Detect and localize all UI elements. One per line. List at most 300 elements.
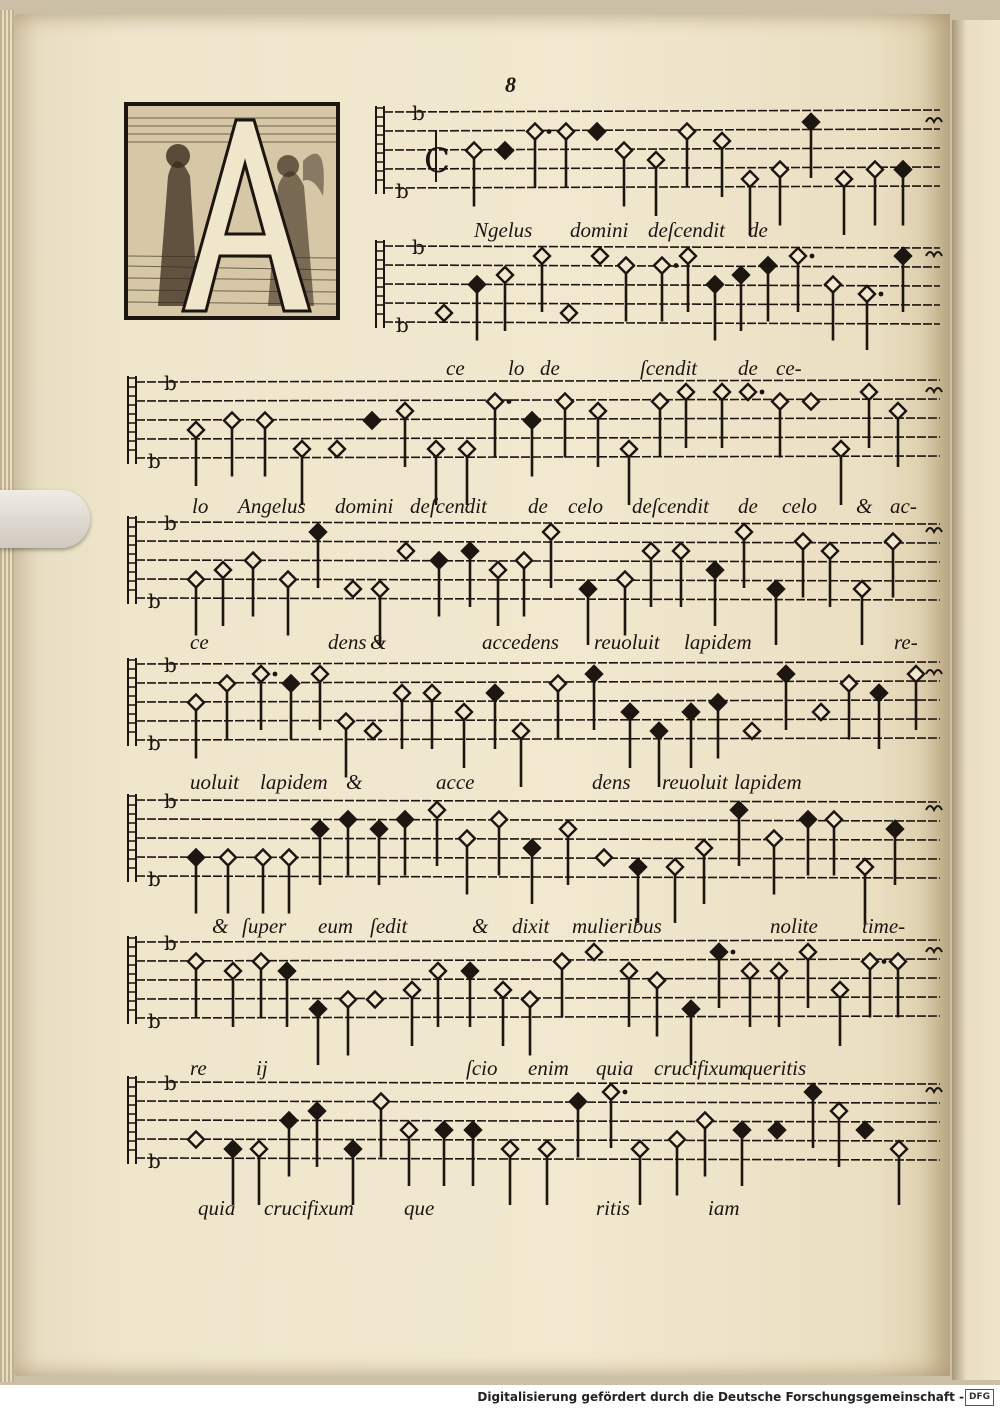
note-head <box>513 723 529 739</box>
note-head <box>431 553 447 569</box>
note-head <box>398 543 414 559</box>
note-head <box>253 666 269 682</box>
note-head <box>800 944 816 960</box>
note-head <box>459 831 475 847</box>
note-head <box>890 954 906 970</box>
note-head <box>225 963 241 979</box>
lyric-word: dixit <box>512 914 550 938</box>
staff-line <box>136 700 940 702</box>
lyric-word: & <box>212 914 229 938</box>
note-head <box>887 821 903 837</box>
note-head <box>603 1084 619 1100</box>
lyric-word: lapidem <box>260 770 328 794</box>
note-head <box>430 963 446 979</box>
note-head <box>401 1122 417 1138</box>
note-head <box>543 524 559 540</box>
note-head <box>497 143 513 159</box>
staff-line <box>136 598 940 600</box>
note-head <box>742 171 758 187</box>
staff-line <box>136 1158 940 1160</box>
note-head <box>795 534 811 550</box>
lyric-word: lapidem <box>734 770 802 794</box>
note-head <box>340 812 356 828</box>
staff-line <box>136 541 940 543</box>
lyric-word: crucifixum <box>264 1196 354 1220</box>
staff-system <box>128 931 942 1065</box>
note-head <box>742 963 758 979</box>
note-head <box>805 1084 821 1100</box>
mensuration-sign: C <box>424 141 451 181</box>
note-head <box>224 413 240 429</box>
note-head <box>679 124 695 140</box>
flat-sign: b <box>148 589 161 613</box>
note-head <box>367 992 383 1008</box>
custos <box>926 1088 942 1092</box>
note-head <box>397 812 413 828</box>
note-head <box>580 581 596 597</box>
note-head <box>487 394 503 410</box>
staff-line <box>136 681 940 683</box>
lyric-word: & <box>472 914 489 938</box>
note-head <box>310 524 326 540</box>
note-head <box>618 258 634 274</box>
note-head <box>857 859 873 875</box>
note-head <box>462 963 478 979</box>
lyric-word: de <box>738 356 758 380</box>
note-head <box>220 850 236 866</box>
footer <box>0 1385 1000 1410</box>
note-head <box>219 676 235 692</box>
staff-line <box>384 186 940 188</box>
note-head <box>697 1113 713 1129</box>
note-head <box>696 840 712 856</box>
note-head <box>456 704 472 720</box>
note-head <box>586 944 602 960</box>
staff-line <box>384 129 940 131</box>
flat-sign: b <box>412 235 425 259</box>
note-head <box>280 572 296 588</box>
staff-line <box>136 1101 940 1103</box>
note-head <box>734 1122 750 1138</box>
note-head <box>589 124 605 140</box>
lyric-word: quia <box>198 1196 236 1220</box>
note-head <box>778 666 794 682</box>
lyric-word: reuoluit <box>594 630 660 654</box>
lyric-word: deſcendit <box>648 218 725 242</box>
note-head <box>310 1001 326 1017</box>
flat-sign: b <box>148 449 161 473</box>
note-head <box>497 267 513 283</box>
note-head <box>908 666 924 682</box>
note-head <box>772 394 788 410</box>
flat-sign: b <box>164 1071 177 1095</box>
note-head <box>680 248 696 264</box>
note-head <box>654 258 670 274</box>
note-head <box>744 723 760 739</box>
lyric-word: crucifixum <box>654 1056 744 1080</box>
note-head <box>554 954 570 970</box>
note-head <box>667 859 683 875</box>
lyric-word: accedens <box>482 630 559 654</box>
lyric-word: time- <box>862 914 906 938</box>
note-head <box>714 133 730 149</box>
staff-system <box>128 511 942 645</box>
lyric-word: ce <box>446 356 465 380</box>
note-head <box>225 1141 241 1157</box>
lyric-word: dens <box>328 630 367 654</box>
note-head <box>643 543 659 559</box>
flat-sign: b <box>164 653 177 677</box>
flat-sign: b <box>148 1009 161 1033</box>
note-head <box>245 553 261 569</box>
lyric-word: reuoluit <box>662 770 728 794</box>
note-head <box>859 286 875 302</box>
note-head <box>312 821 328 837</box>
custos <box>926 948 942 952</box>
lyric-word: dens <box>592 770 631 794</box>
staff-line <box>136 662 940 664</box>
note-head <box>329 441 345 457</box>
note-head <box>651 723 667 739</box>
note-head <box>771 963 787 979</box>
custos <box>926 118 942 122</box>
note-head <box>251 1141 267 1157</box>
note-head <box>294 441 310 457</box>
staff-system <box>376 101 942 235</box>
note-head <box>707 277 723 293</box>
note-head <box>428 441 444 457</box>
staff-line <box>384 110 940 112</box>
note-head <box>673 543 689 559</box>
note-head <box>586 666 602 682</box>
note-head <box>309 1103 325 1119</box>
lyric-word: iam <box>708 1196 740 1220</box>
staff-system <box>128 371 942 505</box>
note-head <box>800 812 816 828</box>
note-head <box>188 954 204 970</box>
note-head <box>522 992 538 1008</box>
lyric-word: ce- <box>776 356 802 380</box>
staff-line <box>384 246 940 248</box>
note-head <box>813 704 829 720</box>
lyric-word: Ngelus <box>474 218 533 242</box>
note-head <box>516 553 532 569</box>
note-head <box>345 1141 361 1157</box>
staff-line <box>136 1139 940 1141</box>
note-head <box>862 954 878 970</box>
dot <box>810 254 815 259</box>
note-head <box>590 403 606 419</box>
note-head <box>424 685 440 701</box>
lyric-word: celo <box>568 494 603 518</box>
note-head <box>281 1113 297 1129</box>
note-head <box>736 524 752 540</box>
lyric-word: re- <box>894 630 918 654</box>
dot <box>731 950 736 955</box>
note-head <box>895 162 911 178</box>
staff-line <box>384 322 940 324</box>
lyric-word: de <box>748 218 768 242</box>
lyric-word: enim <box>528 1056 569 1080</box>
note-head <box>617 572 633 588</box>
note-head <box>560 821 576 837</box>
staff-line <box>136 1016 940 1018</box>
note-head <box>766 831 782 847</box>
note-head <box>826 812 842 828</box>
lyric-word: que <box>404 1196 435 1220</box>
dot <box>623 1090 628 1095</box>
note-head <box>557 394 573 410</box>
note-head <box>394 685 410 701</box>
staff-line <box>136 800 940 802</box>
page-number: 8 <box>505 72 516 97</box>
note-head <box>841 676 857 692</box>
note-head <box>683 1001 699 1017</box>
lyric-word: domini <box>335 494 394 518</box>
note-head <box>338 714 354 730</box>
note-head <box>490 562 506 578</box>
note-head <box>524 840 540 856</box>
staff-line <box>136 940 940 942</box>
note-head <box>255 850 271 866</box>
dot <box>674 263 679 268</box>
lyric-word: & <box>370 630 387 654</box>
note-head <box>487 685 503 701</box>
dfg-logo: DFG <box>965 1389 994 1406</box>
note-head <box>404 982 420 998</box>
note-head <box>561 305 577 321</box>
lyric-word: eum <box>318 914 353 938</box>
note-head <box>188 1132 204 1148</box>
note-head <box>895 248 911 264</box>
note-head <box>491 812 507 828</box>
note-head <box>596 850 612 866</box>
staff-line <box>136 1120 940 1122</box>
lyric-word: ce <box>190 630 209 654</box>
staff-system <box>128 789 942 923</box>
staff-line <box>136 522 940 524</box>
staff-line <box>136 437 940 439</box>
note-head <box>760 258 776 274</box>
staff-line <box>384 167 940 169</box>
lyric-word: nolite <box>770 914 818 938</box>
lyric-word: ſedit <box>370 914 408 938</box>
note-head <box>340 992 356 1008</box>
note-head <box>836 171 852 187</box>
note-head <box>832 982 848 998</box>
note-head <box>558 124 574 140</box>
lyric-word: celo <box>782 494 817 518</box>
note-head <box>854 581 870 597</box>
note-head <box>459 441 475 457</box>
lyric-word: ac- <box>890 494 917 518</box>
flat-sign: b <box>164 931 177 955</box>
lyric-word: re <box>190 1056 207 1080</box>
note-head <box>831 1103 847 1119</box>
lyric-word: de <box>540 356 560 380</box>
flat-sign: b <box>164 789 177 813</box>
note-head <box>372 581 388 597</box>
note-head <box>373 1094 389 1110</box>
note-head <box>283 676 299 692</box>
note-head <box>857 1122 873 1138</box>
flat-sign: b <box>412 101 425 125</box>
note-head <box>632 1141 648 1157</box>
note-head <box>570 1094 586 1110</box>
lyric-word: deſcendit <box>410 494 487 518</box>
dot <box>547 129 552 134</box>
note-head <box>885 534 901 550</box>
note-head <box>436 1122 452 1138</box>
lyric-word: domini <box>570 218 629 242</box>
note-head <box>678 384 694 400</box>
note-head <box>312 666 328 682</box>
note-head <box>592 248 608 264</box>
note-head <box>890 403 906 419</box>
note-head <box>616 143 632 159</box>
note-head <box>772 162 788 178</box>
lyric-word: ſcendit <box>640 356 698 380</box>
dot <box>507 399 512 404</box>
staff-line <box>136 838 940 840</box>
note-head <box>790 248 806 264</box>
note-head <box>825 277 841 293</box>
dot <box>882 959 887 964</box>
note-head <box>833 441 849 457</box>
note-head <box>707 562 723 578</box>
note-head <box>188 850 204 866</box>
note-head <box>803 394 819 410</box>
lyric-word: uoluit <box>190 770 240 794</box>
note-head <box>279 963 295 979</box>
note-head <box>649 973 665 989</box>
note-head <box>188 422 204 438</box>
lyric-word: mulieribus <box>572 914 662 938</box>
note-head <box>527 124 543 140</box>
note-head <box>429 802 445 818</box>
staff-line <box>136 579 940 581</box>
staff-line <box>136 456 940 458</box>
note-head <box>867 162 883 178</box>
note-head <box>215 562 231 578</box>
lyric-word: lapidem <box>684 630 752 654</box>
lyric-word: acce <box>436 770 475 794</box>
note-head <box>683 704 699 720</box>
dot <box>273 672 278 677</box>
lyric-word: ij <box>256 1056 268 1080</box>
note-head <box>769 1122 785 1138</box>
lyric-word: Angelus <box>238 494 306 518</box>
note-head <box>550 676 566 692</box>
note-head <box>465 1122 481 1138</box>
lyric-word: deſcendit <box>632 494 709 518</box>
lyric-word: ritis <box>596 1196 630 1220</box>
note-head <box>539 1141 555 1157</box>
note-head <box>731 802 747 818</box>
staff-line <box>136 738 940 740</box>
note-head <box>495 982 511 998</box>
note-head <box>253 954 269 970</box>
lyric-word: & <box>856 494 873 518</box>
note-head <box>436 305 452 321</box>
note-head <box>768 581 784 597</box>
note-head <box>891 1141 907 1157</box>
custos <box>926 670 942 674</box>
lyric-word: de <box>738 494 758 518</box>
custos <box>926 806 942 810</box>
staff-line <box>136 819 940 821</box>
note-head <box>466 143 482 159</box>
note-head <box>188 572 204 588</box>
note-head <box>803 114 819 130</box>
note-head <box>622 704 638 720</box>
lyric-word: lo <box>192 494 209 518</box>
note-head <box>524 413 540 429</box>
dot <box>760 390 765 395</box>
note-head <box>710 695 726 711</box>
flat-sign: b <box>148 867 161 891</box>
staff-line <box>136 978 940 980</box>
staff-line <box>136 380 940 382</box>
flat-sign: b <box>148 1149 161 1173</box>
lyric-word: & <box>346 770 363 794</box>
dot <box>879 292 884 297</box>
note-head <box>714 384 730 400</box>
note-head <box>871 685 887 701</box>
note-head <box>281 850 297 866</box>
flat-sign: b <box>396 179 409 203</box>
note-head <box>462 543 478 559</box>
flat-sign: b <box>396 313 409 337</box>
note-head <box>822 543 838 559</box>
staff-system <box>128 653 942 787</box>
note-head <box>652 394 668 410</box>
note-head <box>740 384 756 400</box>
footer-credit: Digitalisierung gefördert durch die Deutsche Forschungsgemeinschaft - <box>477 1390 964 1404</box>
note-head <box>397 403 413 419</box>
lyric-word: ſuper <box>242 914 287 938</box>
note-head <box>371 821 387 837</box>
staff-system <box>376 235 942 350</box>
note-head <box>257 413 273 429</box>
note-head <box>345 581 361 597</box>
note-head <box>364 413 380 429</box>
staff-system <box>128 1071 942 1205</box>
note-head <box>365 723 381 739</box>
note-head <box>621 441 637 457</box>
note-head <box>534 248 550 264</box>
flat-sign: b <box>164 511 177 535</box>
custos <box>926 388 942 392</box>
note-head <box>861 384 877 400</box>
note-head <box>733 267 749 283</box>
note-head <box>669 1132 685 1148</box>
lyric-word: de <box>528 494 548 518</box>
custos <box>926 528 942 532</box>
staff-line <box>136 876 940 878</box>
custos <box>926 252 942 256</box>
note-head <box>621 963 637 979</box>
note-head <box>469 277 485 293</box>
lyric-word: lo <box>508 356 525 380</box>
note-head <box>502 1141 518 1157</box>
note-head <box>630 859 646 875</box>
note-head <box>648 152 664 168</box>
lyric-word: quia <box>596 1056 634 1080</box>
flat-sign: b <box>148 731 161 755</box>
lyric-word: queritis <box>742 1056 807 1080</box>
note-head <box>711 944 727 960</box>
